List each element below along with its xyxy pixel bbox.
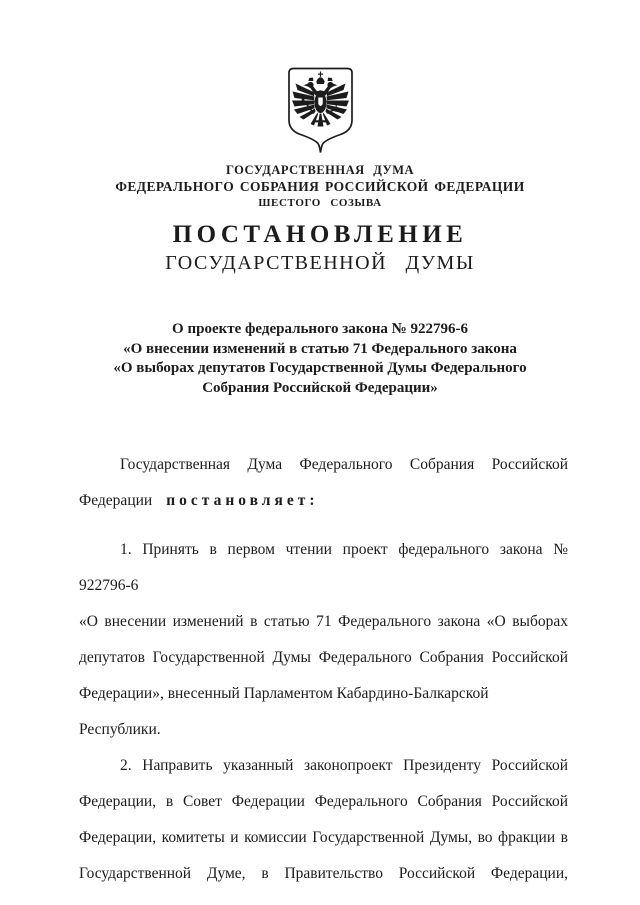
body-line: «О внесении изменений в статью 71 Федерального закона «О выборах (79, 613, 568, 630)
resolution-item-1-paragraph (79, 532, 568, 748)
preamble-subject: Федерации (79, 492, 153, 509)
title-line: «О внесении изменений в статью 71 Федерального закона (123, 340, 517, 357)
resolution-item-2-paragraph (79, 748, 568, 892)
resolution-preamble-paragraph (79, 447, 568, 519)
body-line: Федерации», внесенный Парламентом Кабардино-Балкарской Республики. (79, 685, 489, 738)
resolution-verb: постановляет: (166, 492, 319, 509)
emblem-container (0, 0, 640, 157)
body-line: Государственная Дума Федерального Собрания Российской (120, 456, 568, 473)
body-line: Государственной Думе, в Правительство Российской Федерации, (79, 865, 568, 882)
title-line: О проекте федерального закона № 922796-6 (172, 321, 468, 337)
title-line: Собрания Российской Федерации» (202, 379, 438, 396)
convocation-line: ШЕСТОГО СОЗЫВА (258, 197, 382, 209)
body-line: депутатов Государственной Думы Федерального Собрания Российской (79, 649, 568, 666)
body-line: 1. Принять в первом чтении проект федерального закона № 922796-6 (79, 541, 568, 594)
body-line: Федерации, в Совет Федерации Федерального Собрания Российской (79, 793, 568, 810)
document-type-subheading: ГОСУДАРСТВЕННОЙ ДУМЫ (165, 252, 475, 274)
document-title (0, 320, 640, 398)
body-line: Федерации, комитеты и комиссии Государственной Думы, во фракции в (79, 829, 568, 846)
russia-coat-of-arms-icon (284, 64, 357, 157)
body-line: 2. Направить указанный законопроект Президенту Российской (120, 757, 568, 774)
org-name-line-2: ФЕДЕРАЛЬНОГО СОБРАНИЯ РОССИЙСКОЙ ФЕДЕРАЦИИ (115, 179, 525, 194)
org-name-line-1: ГОСУДАРСТВЕННАЯ ДУМА (225, 163, 415, 177)
title-line: «О выборах депутатов Государственной Думы Федерального (113, 360, 527, 376)
document-body (79, 447, 568, 892)
body-line (79, 483, 568, 519)
document-type-heading: ПОСТАНОВЛЕНИЕ (172, 221, 468, 248)
